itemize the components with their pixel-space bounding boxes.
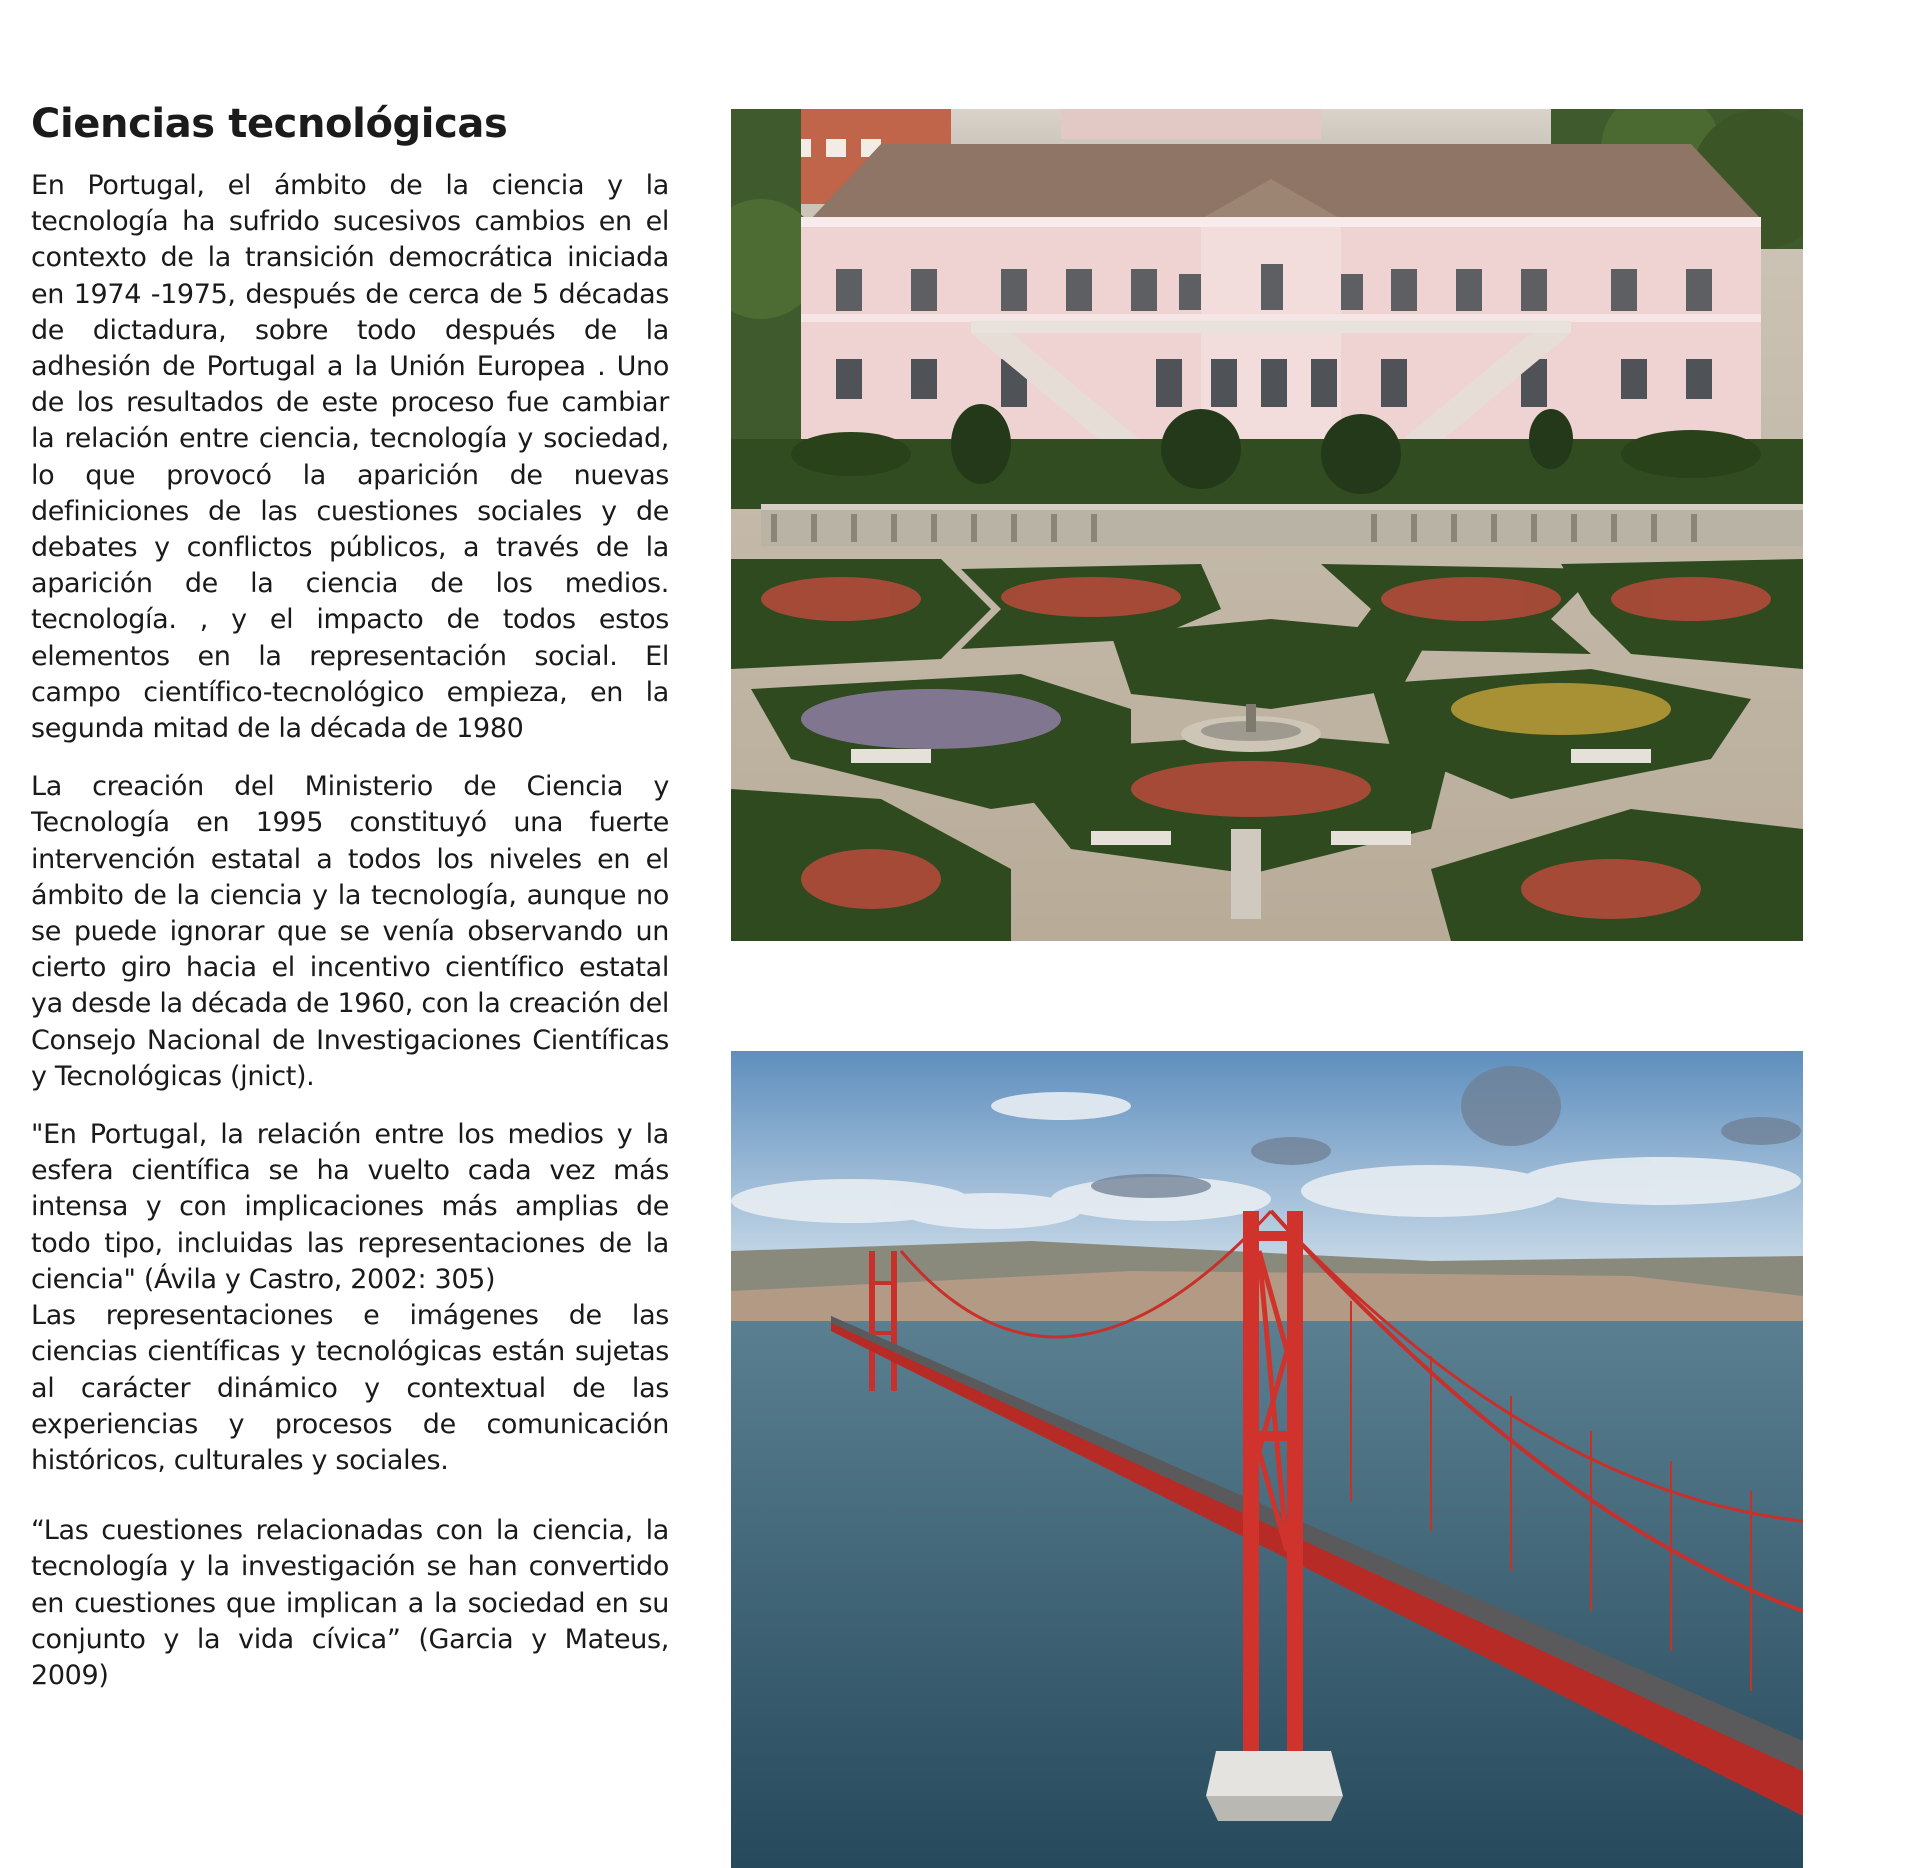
quote-garcia-mateus: “Las cuestiones relacionadas con la ciencia, la tecnología y la investigación se han convertido en cuestiones que implican a la sociedad en su conjunto y la vida cívica” (Garcia y Mateus, 2009)	[31, 1515, 669, 1691]
palace-garden-illustration	[731, 109, 1803, 941]
suspension-bridge-photo	[731, 1051, 1803, 1868]
paragraph-representations: Las representaciones e imágenes de las ciencias científicas y tecnológicas están sujetas al carácter dinámico y contextual de las experiencias y procesos de comunicación históricos, culturales y sociales.	[31, 1300, 669, 1476]
palace-garden-photo	[731, 109, 1803, 941]
page-title: Ciencias tecnológicas	[31, 101, 508, 147]
quote-avila-castro: "En Portugal, la relación entre los medios y la esfera científica se ha vuelto cada vez más intensa y con implicaciones más amplias de todo tipo, incluidas las representaciones de la ciencia" (Ávila y Castro, 2002: 305)	[31, 1119, 669, 1295]
text-column	[31, 100, 669, 1716]
bridge-illustration	[731, 1051, 1803, 1868]
paragraph-1: En Portugal, el ámbito de la ciencia y la tecnología ha sufrido sucesivos cambios en el contexto de la transición democrática iniciada en 1974 -1975, después de cerca de 5 décadas de dictadura, sobre todo después de la adhesión de Portugal a la Unión Europea . Uno de los resultados de este proceso fue cambiar la relación entre ciencia, tecnología y sociedad, lo que provocó la aparición de nuevas definiciones de las cuestiones sociales y de debates y conflictos públicos, a través de la aparición de la ciencia de los medios. tecnología. , y el impacto de todos estos elementos en la representación social. El campo científico-tecnológico empieza, en la segunda mitad de la década de 1980	[31, 170, 669, 745]
paragraph-2: La creación del Ministerio de Ciencia y Tecnología en 1995 constituyó una fuerte intervención estatal a todos los niveles en el ámbito de la ciencia y la tecnología, aunque no se puede ignorar que se venía observando un cierto giro hacia el incentivo científico estatal ya desde la década de 1960, con la creación del Consejo Nacional de Investigaciones Científicas y Tecnológicas (jnict).	[31, 771, 669, 1092]
